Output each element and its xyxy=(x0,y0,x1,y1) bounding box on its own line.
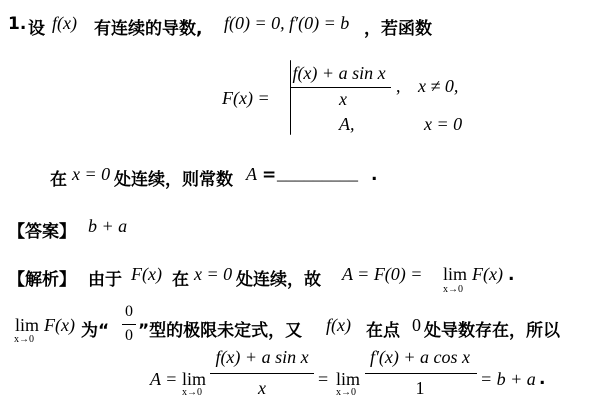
has-derivative-text: 有连续的导数, xyxy=(94,19,203,39)
l2-zero: 0 xyxy=(412,315,421,335)
problem-number: 1. xyxy=(8,14,27,34)
analysis-Fx2: F(x) xyxy=(472,264,503,284)
l2-t1: 为“ xyxy=(81,321,110,341)
question-eq: = xyxy=(262,165,277,185)
F-lhs: F(x) = xyxy=(222,88,270,108)
if-function-text: ，若函数 xyxy=(364,19,432,39)
analysis-dot: . xyxy=(508,265,515,285)
l3-A: A = xyxy=(150,369,178,389)
l2-frac-bar xyxy=(122,324,136,325)
l3-den1: x xyxy=(258,378,266,398)
question-end: . xyxy=(371,165,378,185)
question-A: A xyxy=(246,164,257,184)
analysis-t3: 处连续，故 xyxy=(236,270,321,290)
analysis-lim-sub: x→0 xyxy=(443,284,463,295)
analysis-eq: A = F(0) = xyxy=(342,264,423,284)
l3-num2: f′(x) + a cos x xyxy=(369,347,471,367)
l3-lim1: lim xyxy=(182,369,207,389)
l2-lim-sub: x→0 xyxy=(14,334,34,345)
l2-t4: 处导数存在，所以 xyxy=(424,321,560,341)
question-continuous-text: 处连续，则常数 xyxy=(114,170,233,190)
l2-Fx: F(x) xyxy=(44,315,75,335)
case2-value: A, xyxy=(339,114,355,134)
answer-blank: _________ xyxy=(277,163,358,183)
l3-frac2-bar xyxy=(365,373,477,374)
l3-frac1-bar xyxy=(210,373,314,374)
question-at: 在 xyxy=(50,170,67,190)
l3-num1: f(x) + a sin x xyxy=(215,347,309,367)
l3-dot: . xyxy=(539,369,546,389)
answer-value: b + a xyxy=(88,216,128,236)
case1-fraction-bar xyxy=(291,87,391,88)
left-brace xyxy=(290,60,291,135)
l2-frac-num: 0 xyxy=(125,303,133,320)
case1-numerator: f(x) + a sin x xyxy=(292,63,386,83)
analysis-x0: x = 0 xyxy=(194,264,233,284)
answer-label: 【答案】 xyxy=(8,222,76,242)
analysis-t1: 由于 xyxy=(88,270,122,290)
analysis-Fx: F(x) xyxy=(131,264,162,284)
l2-lim: lim xyxy=(15,315,40,335)
l2-frac-den: 0 xyxy=(125,327,133,344)
analysis-t2: 在 xyxy=(172,270,189,290)
l2-t2: ”型的极限未定式，又 xyxy=(138,321,303,341)
case1-comma: , xyxy=(396,76,401,96)
l3-eq: = xyxy=(318,369,329,389)
analysis-lim: lim xyxy=(443,264,468,284)
question-x0: x = 0 xyxy=(72,164,111,184)
f-of-x: f(x) xyxy=(52,13,77,33)
case2-condition: x = 0 xyxy=(424,114,463,134)
problem-lead: 设 xyxy=(28,19,45,39)
l3-lim1-sub: x→0 xyxy=(182,387,202,398)
l3-lim2-sub: x→0 xyxy=(336,387,356,398)
l3-lim2: lim xyxy=(336,369,361,389)
case1-condition: x ≠ 0, xyxy=(418,76,459,96)
l3-result: = b + a xyxy=(480,369,536,389)
l3-den2: 1 xyxy=(415,378,425,398)
conditions: f(0) = 0, f′(0) = b xyxy=(224,13,350,33)
analysis-label: 【解析】 xyxy=(8,270,76,290)
case1-denominator: x xyxy=(339,89,347,109)
l2-fx: f(x) xyxy=(326,315,351,335)
l2-t3: 在点 xyxy=(366,321,400,341)
